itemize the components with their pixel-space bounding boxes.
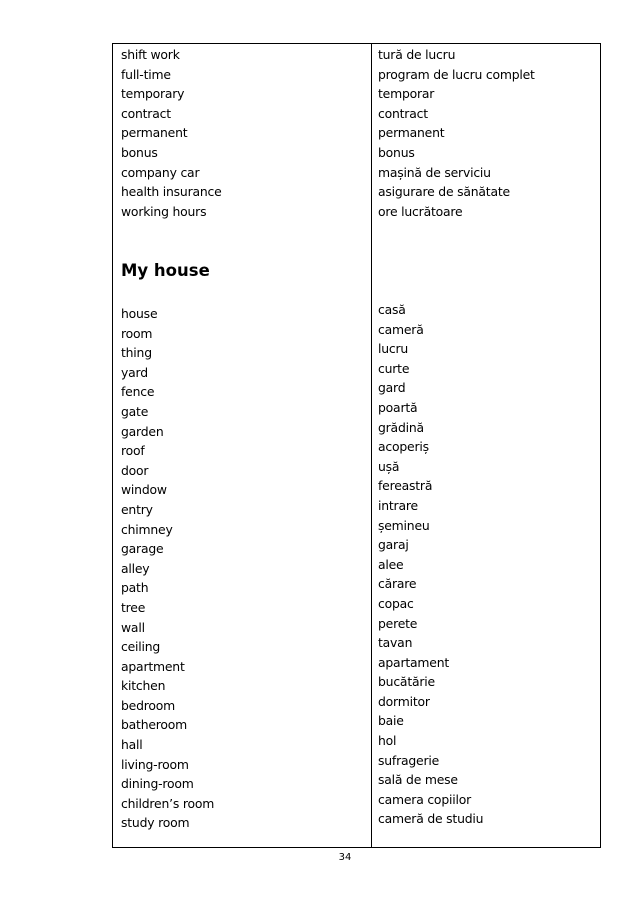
house-term-romanian: perete <box>378 615 418 631</box>
work-term-english: shift work <box>121 47 180 62</box>
house-term-romanian: apartament <box>378 654 450 670</box>
page-number: 34 <box>338 852 352 863</box>
work-term-english: full-time <box>121 66 171 82</box>
house-term-romanian: camera copiilor <box>378 791 471 807</box>
house-term-romanian: sală de mese <box>378 772 458 788</box>
house-term-romanian: hol <box>378 733 397 749</box>
house-term-english: tree <box>121 599 146 615</box>
house-term-english: apartment <box>121 658 185 674</box>
house-term-english: wall <box>121 619 145 635</box>
house-term-english: chimney <box>121 521 173 537</box>
house-term-romanian: acoperiș <box>378 439 429 455</box>
house-term-english: alley <box>121 560 150 576</box>
house-term-romanian: intrare <box>378 497 418 513</box>
work-term-romanian: bonus <box>378 144 415 160</box>
work-term-english: bonus <box>121 144 158 160</box>
house-term-english: garage <box>121 541 164 557</box>
house-term-english: room <box>121 325 153 341</box>
house-term-romanian: ușă <box>378 458 400 474</box>
work-term-romanian: program de lucru complet <box>378 66 535 82</box>
house-term-romanian: poartă <box>378 399 418 415</box>
house-term-english: yard <box>121 364 148 380</box>
house-term-romanian: curte <box>378 360 410 376</box>
work-term-romanian: mașină de serviciu <box>378 164 491 180</box>
house-term-romanian: cameră de studiu <box>378 811 484 827</box>
work-terms-english-list <box>121 45 222 221</box>
work-term-english: temporary <box>121 86 185 102</box>
house-term-romanian: sufragerie <box>378 752 440 768</box>
house-term-english: living-room <box>121 756 189 772</box>
house-term-romanian: fereastră <box>378 478 433 494</box>
column-divider <box>371 44 372 847</box>
house-term-english: ceiling <box>121 639 161 655</box>
house-term-english: door <box>121 462 149 478</box>
house-term-english: kitchen <box>121 678 166 694</box>
house-term-romanian: copac <box>378 595 414 611</box>
house-term-romanian: lucru <box>378 341 409 357</box>
work-term-romanian: tură de lucru <box>378 47 456 62</box>
house-term-english: study room <box>121 815 190 831</box>
work-term-romanian: temporar <box>378 86 435 102</box>
work-term-romanian: asigurare de sănătate <box>378 184 510 200</box>
work-terms-romanian-list <box>378 45 535 221</box>
house-term-romanian: garaj <box>378 537 409 553</box>
house-term-english: batheroom <box>121 717 188 733</box>
work-term-english: working hours <box>121 203 207 219</box>
house-term-romanian: grădină <box>378 419 424 435</box>
work-term-english: company car <box>121 164 200 180</box>
house-term-english: garden <box>121 423 164 439</box>
romanian-column <box>378 44 598 847</box>
vocabulary-table <box>112 43 601 848</box>
english-column <box>121 44 369 847</box>
house-term-romanian: gard <box>378 380 406 396</box>
house-terms-romanian-list <box>378 300 483 829</box>
house-term-romanian: baie <box>378 713 404 729</box>
house-term-english: gate <box>121 403 149 419</box>
house-term-english: window <box>121 482 167 498</box>
house-term-romanian: cameră <box>378 321 424 337</box>
house-term-romanian: casă <box>378 302 406 317</box>
house-term-english: dining-room <box>121 776 194 792</box>
house-term-romanian: șemineu <box>378 517 430 533</box>
house-term-english: entry <box>121 501 153 517</box>
house-term-english: children’s room <box>121 795 215 811</box>
work-term-romanian: ore lucrătoare <box>378 203 463 219</box>
house-term-english: house <box>121 306 158 321</box>
work-term-romanian: permanent <box>378 125 445 141</box>
work-term-english: contract <box>121 105 171 121</box>
house-term-romanian: alee <box>378 556 404 572</box>
work-term-english: permanent <box>121 125 188 141</box>
work-term-romanian: contract <box>378 105 428 121</box>
house-term-romanian: tavan <box>378 635 413 651</box>
work-term-english: health insurance <box>121 184 222 200</box>
house-term-english: thing <box>121 345 152 361</box>
house-term-romanian: cărare <box>378 576 417 592</box>
house-term-english: fence <box>121 384 155 400</box>
house-term-english: hall <box>121 737 143 753</box>
house-term-english: path <box>121 580 149 596</box>
house-term-english: roof <box>121 443 145 459</box>
house-term-english: bedroom <box>121 697 176 713</box>
house-terms-english-list <box>121 304 214 833</box>
house-term-romanian: bucătărie <box>378 674 435 690</box>
house-term-romanian: dormitor <box>378 693 430 709</box>
section-heading: My house <box>121 261 210 280</box>
